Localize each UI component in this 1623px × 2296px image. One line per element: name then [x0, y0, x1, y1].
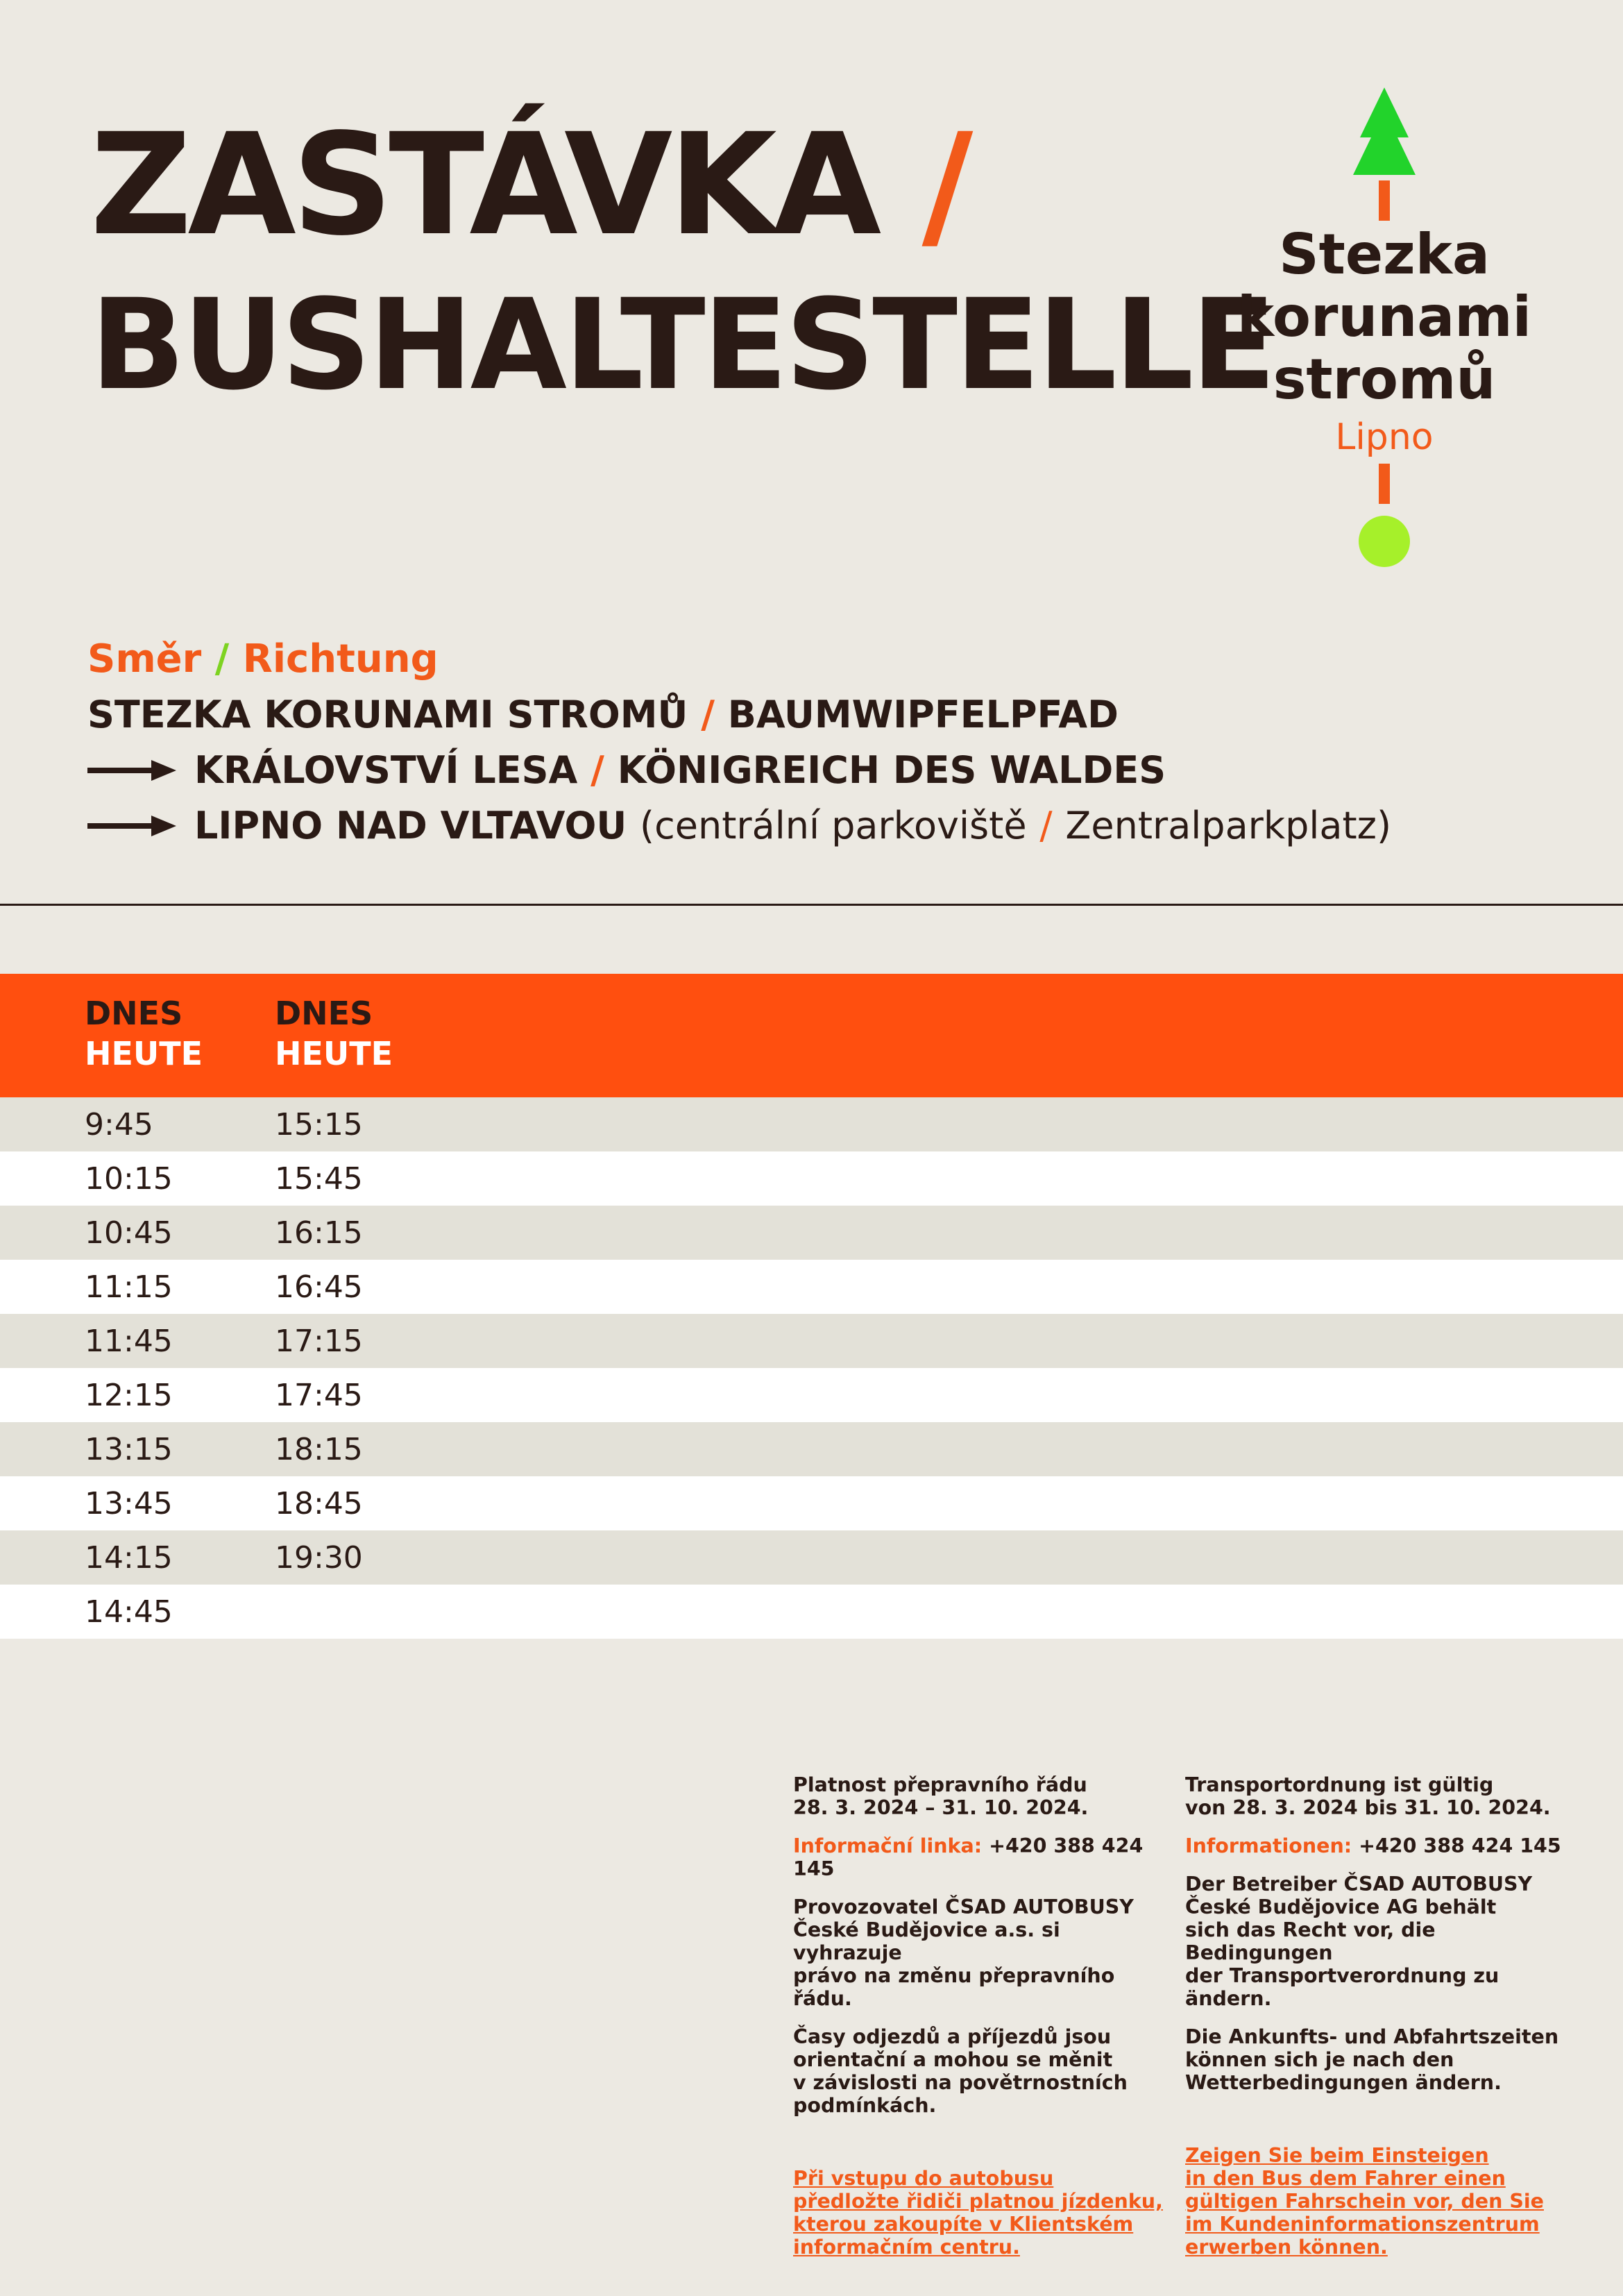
title-line-de: BUSHALTESTELLE: [90, 273, 1274, 418]
operator-cz: [793, 1896, 1168, 2010]
timetable-header: [0, 974, 1623, 1097]
validity-cz: [793, 1773, 1168, 1819]
table-row: [0, 1585, 1623, 1639]
info-line-cz: [793, 1834, 1168, 1880]
ticket-line: erwerben können.: [1185, 2236, 1388, 2259]
footer-notes-cz: [793, 1773, 1168, 2274]
direction-final-cz: LIPNO NAD VLTAVOU: [194, 804, 627, 847]
paren-close: ): [1377, 804, 1392, 847]
title-line-cz: [90, 104, 1273, 265]
departure-time: 13:45: [85, 1486, 173, 1521]
divider: [0, 904, 1623, 906]
stezka-logo: [1228, 83, 1540, 569]
footer-notes-de: [1185, 1773, 1574, 2274]
ticket-line: Při vstupu do autobusu: [793, 2167, 1054, 2190]
departure-time: 15:15: [275, 1107, 363, 1142]
operator-line: České Budějovice AG behält: [1185, 1896, 1497, 1918]
departure-time: 17:45: [275, 1378, 363, 1413]
validity-dates: von 28. 3. 2024 bis 31. 10. 2024.: [1185, 1796, 1551, 1819]
direction-slash: /: [1039, 804, 1053, 847]
departure-time: 18:15: [275, 1432, 363, 1467]
departure-time: 11:45: [85, 1324, 173, 1359]
operator-line: České Budějovice a.s. si vyhrazuje: [793, 1918, 1060, 1964]
direction-via-de: KÖNIGREICH DES WALDES: [617, 748, 1166, 792]
times-line: Wetterbedingungen ändern.: [1185, 2071, 1502, 2094]
header-col-1-cz: DNES: [85, 995, 183, 1032]
direction-slash: /: [701, 693, 715, 736]
ticket-line: kterou zakoupíte v Klientském: [793, 2213, 1134, 2236]
departure-time: 10:45: [85, 1215, 173, 1251]
table-row: [0, 1368, 1623, 1422]
table-row: [0, 1476, 1623, 1530]
departure-time: 9:45: [85, 1107, 153, 1142]
paren-open: (: [640, 804, 655, 847]
table-row: [0, 1422, 1623, 1476]
arrow-right-icon: [87, 760, 176, 781]
direction-final-note-de: Zentralparkplatz: [1065, 804, 1377, 847]
direction-final-note-cz: centrální parkoviště: [654, 804, 1027, 847]
table-row: [0, 1530, 1623, 1585]
departure-time: 16:15: [275, 1215, 363, 1251]
title-slash: /: [921, 103, 969, 267]
logo-line-1: Stezka: [1279, 222, 1490, 287]
departure-time: 13:15: [85, 1432, 173, 1467]
direction-label-cz: Směr: [87, 636, 202, 682]
departure-time: 14:45: [85, 1594, 173, 1630]
logo-title: [1228, 223, 1540, 411]
ticket-note-de: [1185, 2144, 1574, 2259]
direction-label-slash: /: [214, 636, 230, 682]
direction-dest-cz: STEZKA KORUNAMI STROMŮ: [87, 693, 688, 736]
ticket-line: informačním centru.: [793, 2236, 1020, 2259]
ticket-line: gültigen Fahrschein vor, den Sie: [1185, 2190, 1544, 2213]
departure-time: 17:15: [275, 1324, 363, 1359]
departure-time: 12:15: [85, 1378, 173, 1413]
validity-dates: 28. 3. 2024 – 31. 10. 2024.: [793, 1796, 1089, 1819]
table-row: [0, 1260, 1623, 1314]
header-col-1-de: HEUTE: [85, 1035, 203, 1072]
times-line: können sich je nach den: [1185, 2048, 1454, 2071]
direction-dest-de: BAUMWIPFELPFAD: [727, 693, 1119, 736]
page-title: [90, 104, 1273, 426]
info-line-de: [1185, 1834, 1574, 1857]
direction-line-2: [87, 743, 1391, 798]
departure-time: 16:45: [275, 1269, 363, 1305]
ticket-line: in den Bus dem Fahrer einen: [1185, 2167, 1506, 2190]
operator-line: sich das Recht vor, die Bedingungen: [1185, 1918, 1436, 1964]
title-cz-text: ZASTÁVKA: [90, 103, 878, 267]
table-row: [0, 1206, 1623, 1260]
header-col-1: [85, 993, 203, 1074]
direction-slash: /: [590, 748, 604, 792]
validity-text: Platnost přepravního řádu: [793, 1773, 1087, 1796]
info-label: Informationen:: [1185, 1834, 1352, 1857]
departure-time: 11:15: [85, 1269, 173, 1305]
direction-line-3: [87, 798, 1391, 854]
departure-time: 18:45: [275, 1486, 363, 1521]
times-line: orientační a mohou se měnit: [793, 2048, 1113, 2071]
departure-time: 19:30: [275, 1540, 363, 1576]
validity-de: [1185, 1773, 1574, 1819]
operator-de: [1185, 1873, 1574, 2010]
logo-line-2: korunami: [1237, 285, 1532, 349]
info-phone: +420 388 424 145: [1359, 1834, 1561, 1857]
times-line: Časy odjezdů a příjezdů jsou: [793, 2025, 1112, 2048]
table-row: [0, 1151, 1623, 1206]
timetable-rows: [0, 1097, 1623, 1639]
operator-line: právo na změnu přepravního řádu.: [793, 1964, 1115, 2010]
times-note-cz: [793, 2025, 1168, 2117]
operator-line: der Transportverordnung zu ändern.: [1185, 1964, 1499, 2010]
times-note-de: [1185, 2025, 1574, 2094]
times-line: Die Ankunfts- und Abfahrtszeiten: [1185, 2025, 1559, 2048]
header-col-2: [275, 993, 393, 1074]
logo-subtitle: Lipno: [1335, 416, 1434, 458]
departure-time: 14:15: [85, 1540, 173, 1576]
direction-via-cz: KRÁLOVSTVÍ LESA: [194, 748, 578, 792]
table-row: [0, 1097, 1623, 1151]
header-col-2-cz: DNES: [275, 995, 373, 1032]
ticket-line: předložte řidiči platnou jízdenku,: [793, 2190, 1163, 2213]
times-line: v závislosti na povětrnostních: [793, 2071, 1128, 2094]
departure-time: 15:45: [275, 1161, 363, 1197]
direction-line-1: [87, 687, 1391, 743]
departure-time: 10:15: [85, 1161, 173, 1197]
arrow-right-icon: [87, 816, 176, 836]
direction-block: [87, 632, 1391, 854]
direction-label: [87, 632, 1391, 687]
info-label: Informační linka:: [793, 1834, 983, 1857]
direction-label-de: Richtung: [242, 636, 439, 682]
validity-text: Transportordnung ist gültig: [1185, 1773, 1494, 1796]
times-line: podmínkách.: [793, 2094, 937, 2117]
ticket-line: im Kundeninformationszentrum: [1185, 2213, 1540, 2236]
operator-line: Provozovatel ČSAD AUTOBUSY: [793, 1896, 1134, 1918]
logo-line-3: stromů: [1273, 347, 1496, 412]
table-row: [0, 1314, 1623, 1368]
ticket-line: Zeigen Sie beim Einsteigen: [1185, 2144, 1489, 2167]
header-col-2-de: HEUTE: [275, 1035, 393, 1072]
operator-line: Der Betreiber ČSAD AUTOBUSY: [1185, 1873, 1533, 1896]
info-phone: +420 388 424 145: [793, 1834, 1144, 1880]
ticket-note-cz: [793, 2167, 1168, 2259]
